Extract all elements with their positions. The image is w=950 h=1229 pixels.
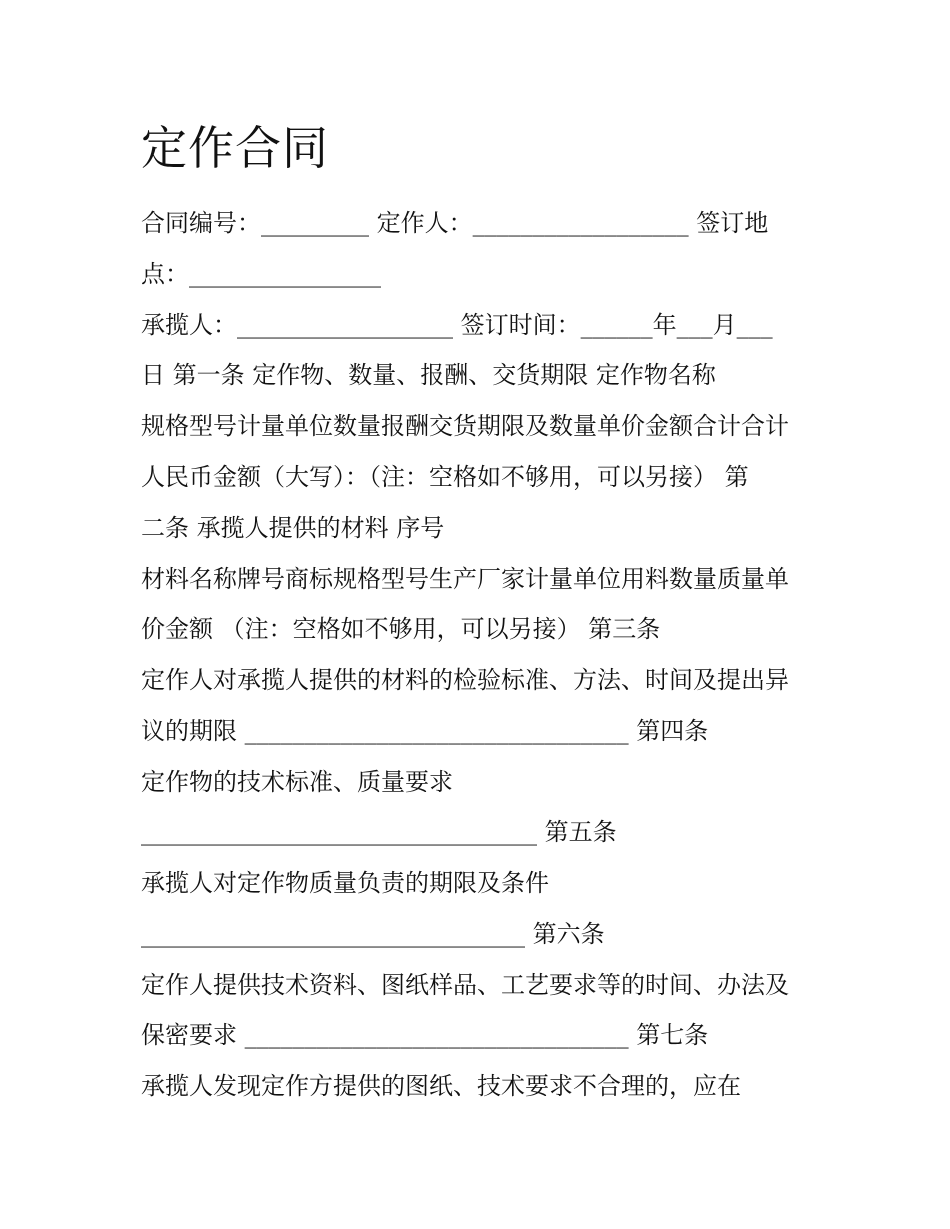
contract-line-11: 议的期限 ________________________________ 第四条	[141, 717, 709, 745]
contract-line-3: 承揽人：__________________ 签订时间：______年___月___	[141, 311, 773, 339]
contract-line-17: 保密要求 ________________________________ 第七条	[141, 1021, 709, 1049]
contract-line-9: 价金额 （注：空格如不够用，可以另接） 第三条	[141, 615, 661, 643]
contract-line-2: 点：________________	[141, 260, 381, 288]
contract-line-5: 规格型号计量单位数量报酬交货期限及数量单价金额合计合计	[141, 412, 789, 440]
contract-line-4: 日 第一条 定作物、数量、报酬、交货期限 定作物名称	[141, 361, 716, 389]
contract-line-14: 承揽人对定作物质量负责的期限及条件	[141, 869, 549, 897]
contract-line-18: 承揽人发现定作方提供的图纸、技术要求不合理的，应在	[141, 1072, 741, 1100]
contract-line-7: 二条 承揽人提供的材料 序号	[141, 514, 445, 542]
contract-line-16: 定作人提供技术资料、图纸样品、工艺要求等的时间、办法及	[141, 971, 789, 999]
document-title: 定作合同	[141, 121, 329, 175]
contract-line-10: 定作人对承揽人提供的材料的检验标准、方法、时间及提出异	[141, 666, 789, 694]
contract-line-8: 材料名称牌号商标规格型号生产厂家计量单位用料数量质量单	[141, 565, 789, 593]
contract-line-13: _________________________________ 第五条	[141, 818, 617, 846]
contract-line-15: ________________________________ 第六条	[141, 920, 605, 948]
contract-line-12: 定作物的技术标准、质量要求	[141, 768, 453, 796]
contract-line-6: 人民币金额（大写）：（注：空格如不够用，可以另接） 第	[141, 463, 749, 491]
contract-line-1: 合同编号：_________ 定作人：__________________ 签订地	[141, 209, 769, 237]
